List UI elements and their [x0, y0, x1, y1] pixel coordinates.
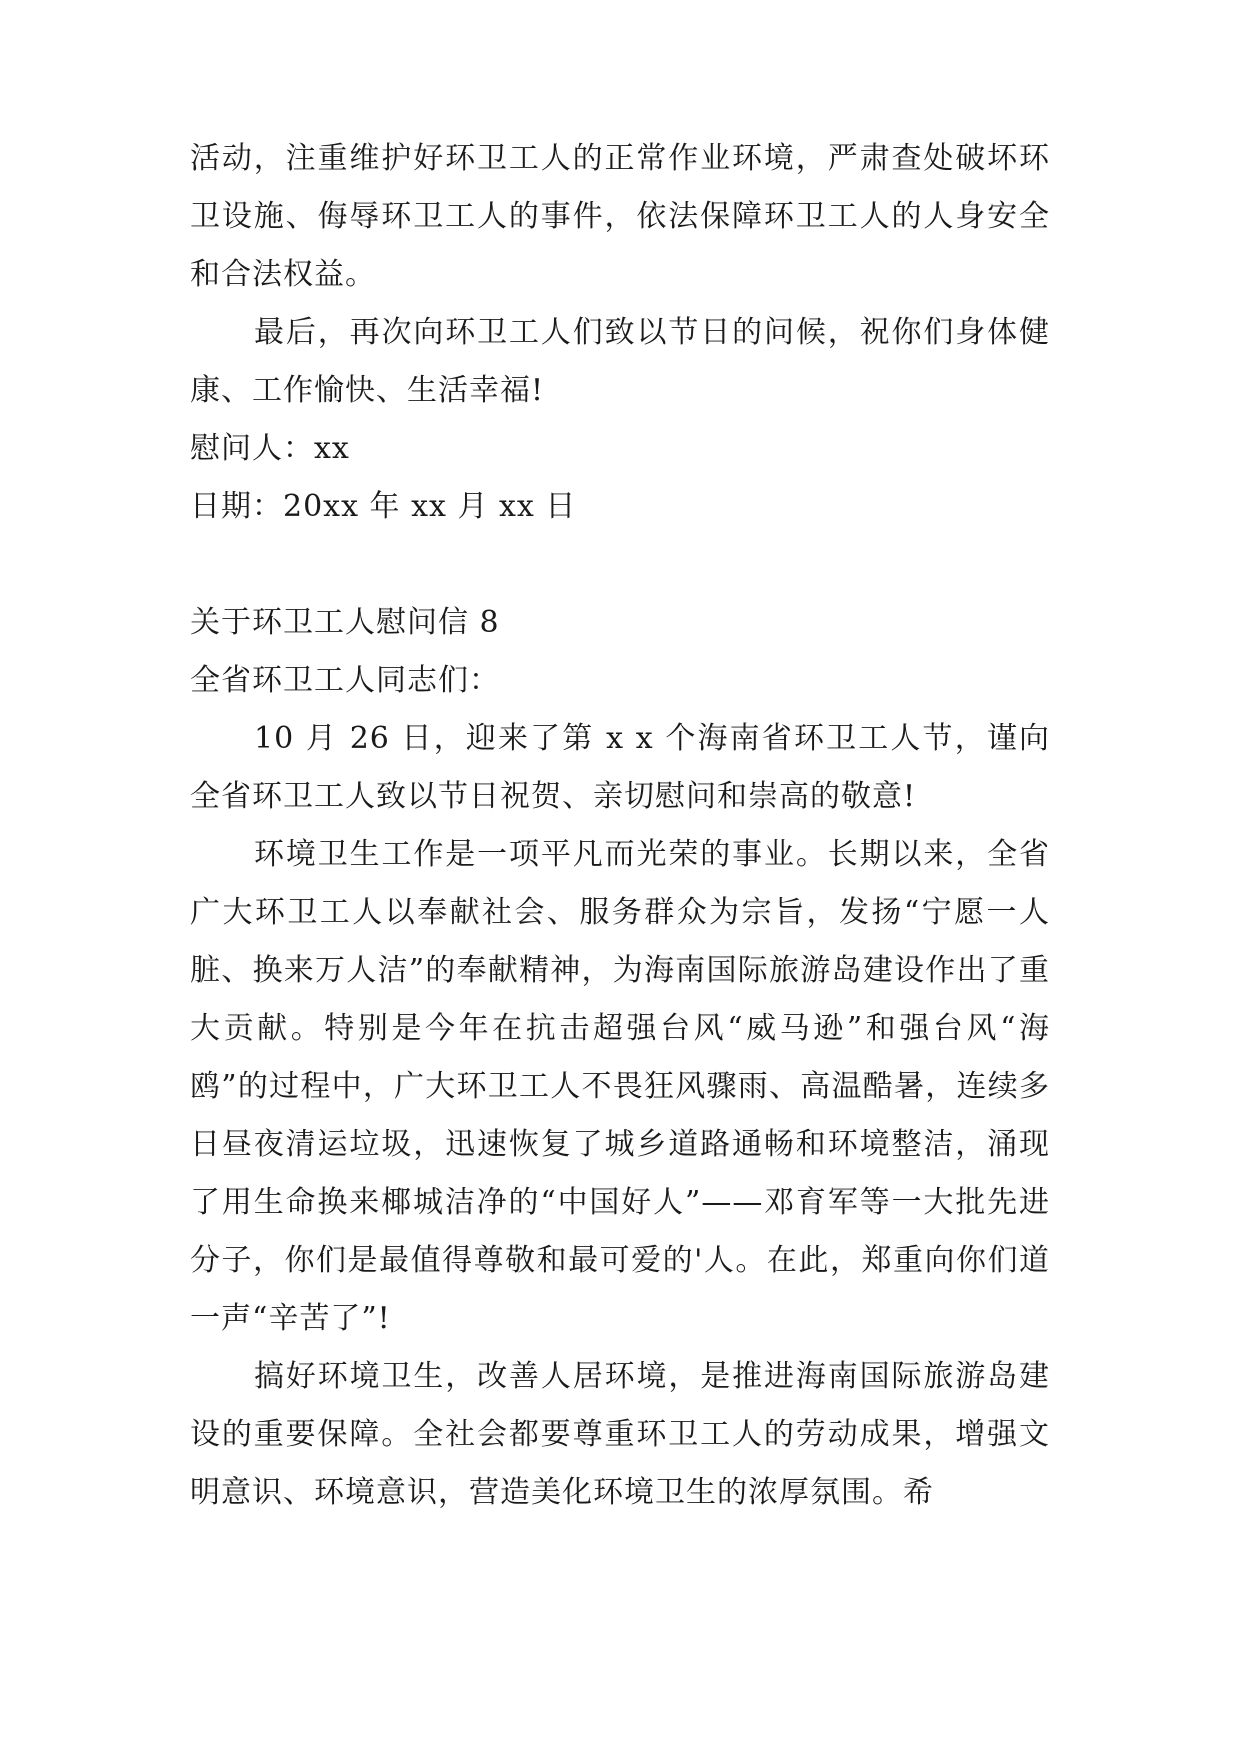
document-body	[190, 130, 1050, 1522]
date-line: 日期：20xx 年 xx 月 xx 日	[190, 489, 577, 524]
paragraph-body-1: 环境卫生工作是一项平凡而光荣的事业。长期以来，全省广大环卫工人以奉献社会、服务群众为宗旨，发扬“宁愿一人脏、换来万人洁”的奉献精神，为海南国际旅游岛建设作出了重大贡献。特别是今年在抗击超强台风“威马逊”和强台风“海鸥”的过程中，广大环卫工人不畏狂风骤雨、高温酷暑，连续多日昼夜清运垃圾，迅速恢复了城乡道路通畅和环境整洁，涌现了用生命换来椰城洁净的“中国好人”——邓育军等一大批先进分子，你们是最值得尊敬和最可爱的'人。在此，郑重向你们道一声“辛苦了”!	[190, 837, 1050, 1336]
salutation: 全省环卫工人同志们：	[190, 663, 500, 698]
signature-line: 慰问人：xx	[190, 431, 350, 466]
section-gap	[190, 536, 1050, 594]
paragraph-continuation: 活动，注重维护好环卫工人的正常作业环境，严肃查处破坏环卫设施、侮辱环卫工人的事件，依法保障环卫工人的人身安全和合法权益。	[190, 141, 1050, 292]
paragraph-closing-wishes: 最后，再次向环卫工人们致以节日的问候，祝你们身体健康、工作愉快、生活幸福!	[190, 315, 1050, 408]
paragraph-body-2: 搞好环境卫生，改善人居环境，是推进海南国际旅游岛建设的重要保障。全社会都要尊重环卫工人的劳动成果，增强文明意识、环境意识，营造美化环境卫生的浓厚氛围。希	[190, 1359, 1050, 1510]
section-title: 关于环卫工人慰问信 8	[190, 605, 500, 640]
paragraph-greeting: 10 月 26 日，迎来了第 x x 个海南省环卫工人节，谨向全省环卫工人致以节日祝贺、亲切慰问和崇高的敬意!	[190, 721, 1050, 814]
